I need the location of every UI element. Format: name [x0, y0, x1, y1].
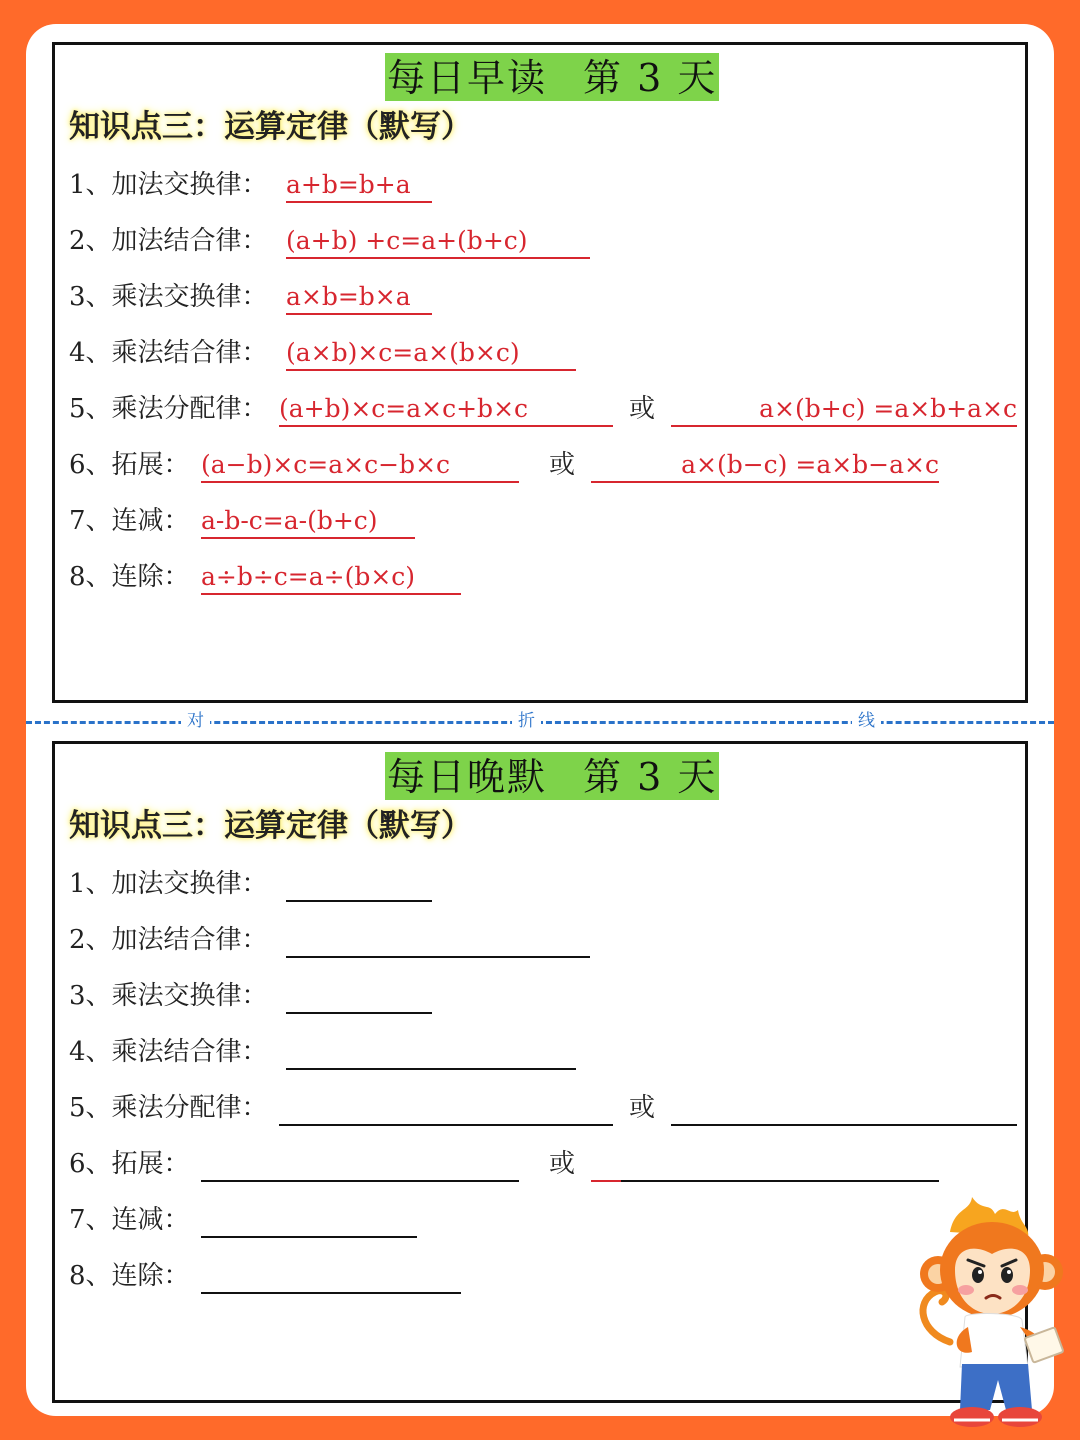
evening-item-7 — [69, 1200, 569, 1240]
or-text: 或 — [629, 1093, 656, 1123]
answer-text-alt: a×(b−c) =a×b−a×c — [591, 445, 939, 483]
monkey-mascot-icon — [910, 1192, 1070, 1432]
item-label: 7、连减： — [69, 1205, 190, 1235]
morning-title-text: 每日早读 — [387, 56, 548, 100]
item-label: 6、拓展： — [69, 450, 190, 480]
answer-text: (a−b)×c=a×c−b×c — [201, 445, 519, 483]
item-label: 4、乘法结合律： — [69, 338, 268, 368]
answer-text: (a×b)×c=a×(b×c) — [286, 333, 576, 371]
item-label: 7、连减： — [69, 506, 190, 536]
answer-blank-alt[interactable] — [671, 1088, 1017, 1126]
answer-blank[interactable] — [286, 1032, 576, 1070]
answer-text-alt: a×(b+c) =a×b+a×c — [671, 389, 1017, 427]
item-label: 3、乘法交换律： — [69, 981, 268, 1011]
fold-label-dui: 对 — [181, 710, 210, 732]
or-text: 或 — [629, 394, 656, 424]
or-text: 或 — [549, 1149, 576, 1179]
morning-day-text: 第 3 天 — [583, 56, 718, 100]
answer-blank[interactable] — [201, 1144, 519, 1182]
evening-item-5 — [69, 1088, 1009, 1128]
evening-dictation-box — [52, 741, 1028, 1403]
morning-item-6 — [69, 445, 1009, 485]
answer-blank[interactable] — [279, 1088, 613, 1126]
evening-heading: 知识点三：运算定律（默写） — [69, 808, 472, 844]
evening-day-text: 第 3 天 — [583, 755, 718, 799]
item-label: 8、连除： — [69, 1261, 190, 1291]
answer-blank[interactable] — [201, 1200, 417, 1238]
answer-text: a+b=b+a — [286, 165, 432, 203]
answer-blank[interactable] — [286, 976, 432, 1014]
fold-label-xian: 线 — [852, 710, 881, 732]
answer-blank[interactable] — [286, 864, 432, 902]
answer-text: (a+b)×c=a×c+b×c — [279, 389, 613, 427]
answer-blank[interactable] — [201, 1256, 461, 1294]
item-label: 2、加法结合律： — [69, 925, 268, 955]
answer-blank-alt[interactable] — [591, 1144, 939, 1182]
morning-reading-box — [52, 42, 1028, 703]
morning-heading: 知识点三：运算定律（默写） — [69, 109, 472, 145]
item-label: 1、加法交换律： — [69, 869, 268, 899]
morning-item-5 — [69, 389, 1017, 429]
fold-label-zhe: 折 — [512, 710, 541, 732]
evening-item-6 — [69, 1144, 1009, 1184]
answer-blank[interactable] — [286, 920, 590, 958]
item-label: 4、乘法结合律： — [69, 1037, 268, 1067]
evening-title-text: 每日晚默 — [387, 755, 548, 799]
answer-text: a-b-c=a-(b+c) — [201, 501, 415, 539]
item-label: 1、加法交换律： — [69, 170, 268, 200]
morning-title — [385, 53, 719, 101]
or-text: 或 — [549, 450, 576, 480]
item-label: 5、乘法分配律： — [69, 1093, 268, 1123]
item-label: 2、加法结合律： — [69, 226, 268, 256]
evening-item-2 — [69, 920, 669, 960]
evening-item-4 — [69, 1032, 669, 1072]
item-label: 3、乘法交换律： — [69, 282, 268, 312]
answer-text: (a+b) +c=a+(b+c) — [286, 221, 590, 259]
item-label: 6、拓展： — [69, 1149, 190, 1179]
evening-item-1 — [69, 864, 569, 904]
answer-text: a×b=b×a — [286, 277, 432, 315]
evening-title — [385, 752, 719, 800]
item-label: 8、连除： — [69, 562, 190, 592]
item-label: 5、乘法分配律： — [69, 394, 268, 424]
fold-line — [26, 711, 1054, 731]
answer-text: a÷b÷c=a÷(b×c) — [201, 557, 461, 595]
evening-item-8 — [69, 1256, 569, 1296]
evening-item-3 — [69, 976, 569, 1016]
